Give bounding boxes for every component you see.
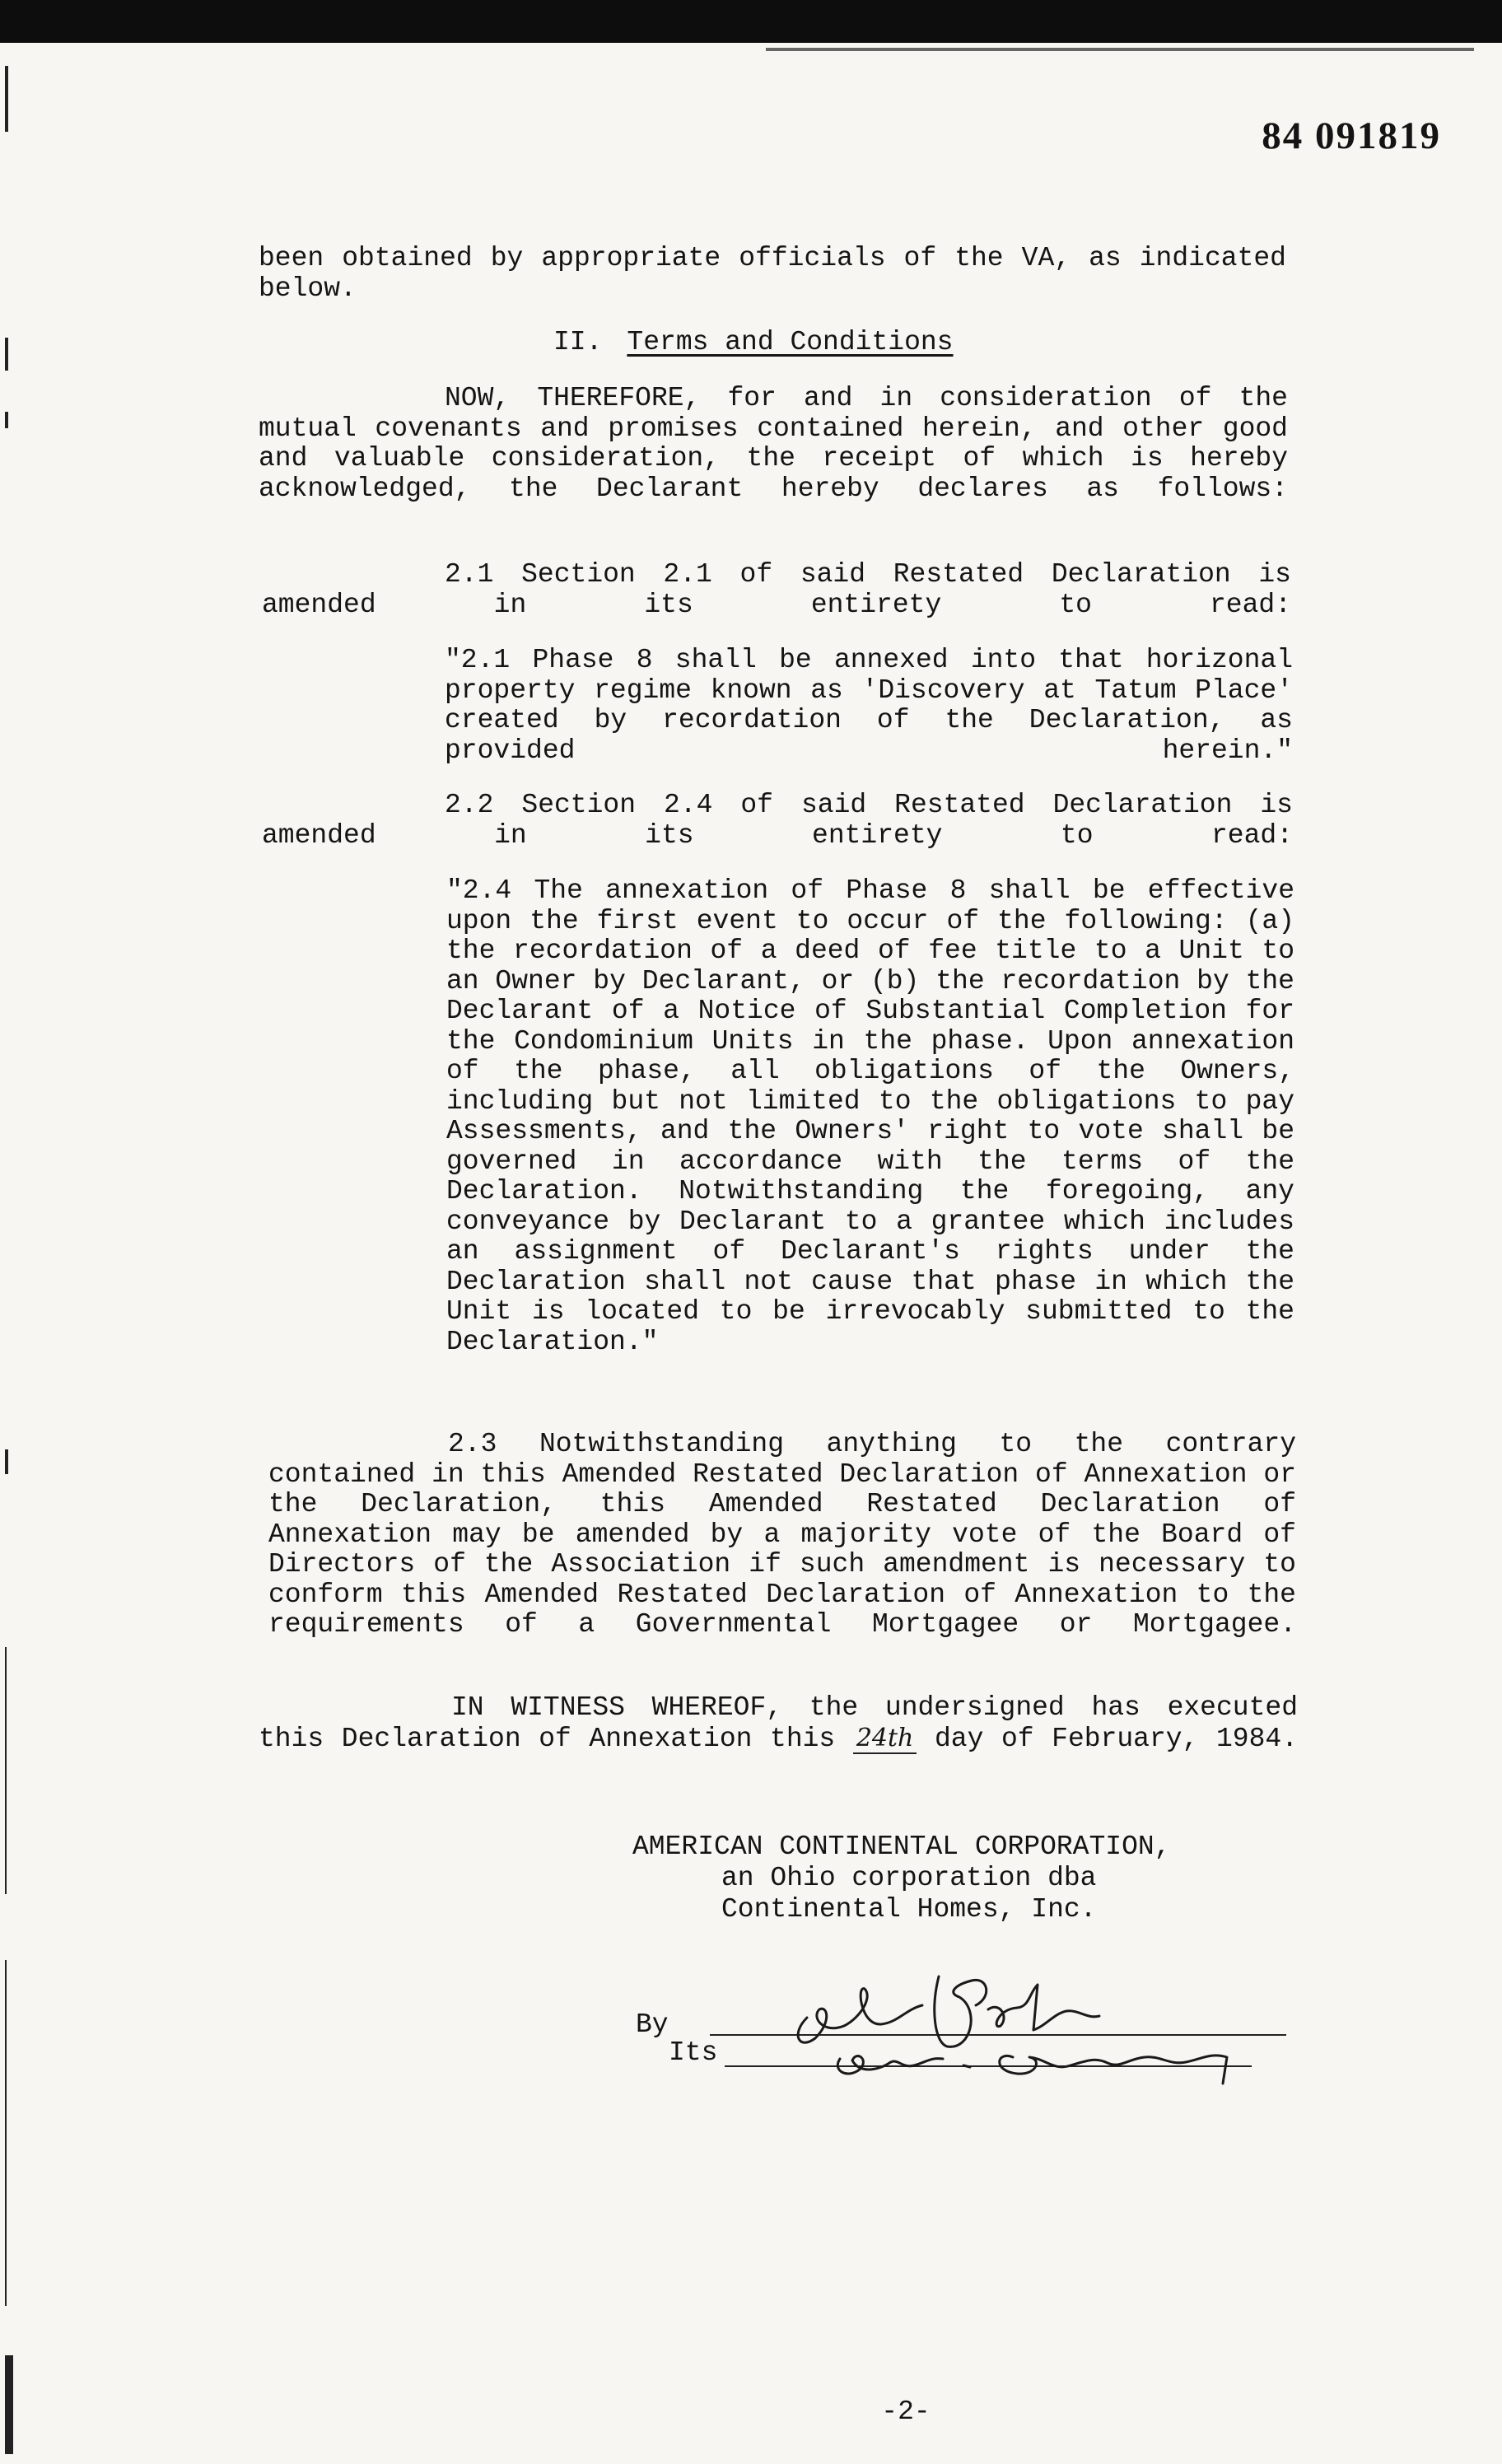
handwritten-signature [782,1960,1293,2092]
scan-left-edge-marks [0,49,25,2454]
paragraph-2-2-text: 2.2 Section 2.4 of said Restated Declaration is amended in its entirety to read: [262,790,1293,851]
signature-block [632,1832,1171,1925]
company-line-3: Continental Homes, Inc. [721,1894,1097,1925]
quote-2-4 [446,876,1294,1388]
paragraph-witness-text-a: IN WITNESS WHEREOF, the undersigned has executed this Declaration of Annexation this [259,1692,1298,1754]
quote-2-1 [445,646,1293,796]
paragraph-now-therefore-text: NOW, THEREFORE, for and in consideration of the mutual covenants and promises contained herein, and other good and valuable consideration, the receipt of which is hereby acknowledged, the Declarant hereby declares as follows: [259,383,1288,504]
paragraph-witness [259,1693,1298,1785]
paragraph-intro-text: been obtained by appropriate officials of the VA, as indicated below. [259,243,1286,304]
section-number: II. [553,327,603,357]
section-title: Terms and Conditions [627,327,954,357]
paragraph-intro [259,244,1286,334]
handwritten-day: 24th [853,1724,917,1754]
paragraph-witness-text-b: day of February, 1984. [934,1723,1298,1754]
company-line-2: an Ohio corporation dba [721,1863,1097,1893]
paragraph-now-therefore [259,384,1288,534]
paragraph-2-2 [262,791,1293,881]
quote-2-4-text: "2.4 The annexation of Phase 8 shall be effective upon the first event to occur of the following: (a) the recordation of a deed of fee title to a Unit to an Owner by Declarant, or (b) the recordation by the Declarant of a Notice of Substantial Completion for the Condominium Units in the phase. Upon annexation of the phase, all obligations of the Owners, including but not limited to the obligations to pay Assessments, and the Owners' right to vote shall be governed in accordance with the terms of the Declaration. Notwithstanding the foregoing, any conveyance by Declarant to a grantee which includes an assignment of Declarant's rights under the Declaration shall not cause that phase in which the Unit is located to be irrevocably submitted to the Declaration." [446,875,1294,1357]
scan-top-edge [0,0,1502,43]
paragraph-2-1-text: 2.1 Section 2.1 of said Restated Declaration is amended in its entirety to read: [262,559,1291,620]
page-number: -2- [881,2396,931,2427]
company-name: AMERICAN CONTINENTAL CORPORATION, [632,1832,1171,1862]
paragraph-2-3-text: 2.3 Notwithstanding anything to the contrary contained in this Amended Restated Declaration of Annexation or the Declaration, this Amended Restated Declaration of Annexation may be amended by a majority vote of the Board of Directors of the Association if such amendment is necessary to conform this Amended Restated Declaration of Annexation to the requirements of a Governmental Mortgagee or Mortgagee. [268,1429,1296,1640]
section-heading [553,328,1015,357]
by-label: By [636,2009,669,2040]
its-label: Its [669,2037,718,2068]
paragraph-2-3 [268,1430,1296,1670]
paragraph-2-1 [262,560,1291,651]
scan-top-line [766,48,1474,51]
document-number: 84 091819 [1262,114,1441,157]
quote-2-1-text: "2.1 Phase 8 shall be annexed into that horizonal property regime known as 'Discovery at Tatum Place' created by recordation of the Declaration, as provided herein." [445,645,1293,766]
